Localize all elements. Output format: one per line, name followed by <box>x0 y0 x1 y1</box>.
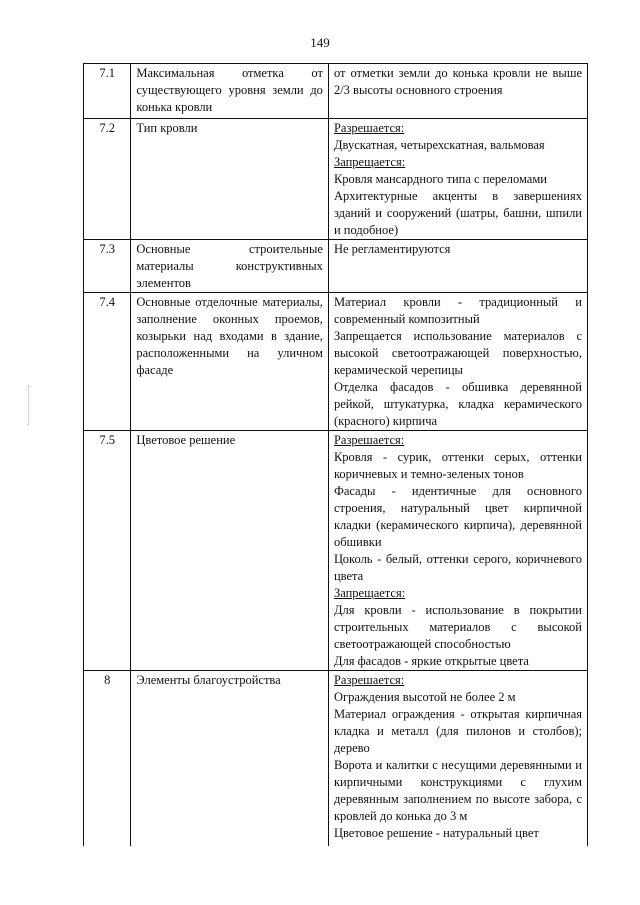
row-value <box>328 293 587 431</box>
row-value <box>328 431 587 671</box>
forbidden-label: Запрещается: <box>333 155 406 169</box>
row-name: Тип кровли <box>131 119 329 240</box>
value-line: Архитектурные акценты в завершениях зданий и сооружений (шатры, башни, шпили и подобное) <box>333 189 582 237</box>
value-line: Материал кровли - традиционный и современный композитный <box>333 295 582 326</box>
row-number: 7.5 <box>84 431 131 671</box>
table-row <box>84 119 588 240</box>
row-name: Цветовое решение <box>131 431 329 671</box>
value-line: Не регламентируются <box>333 242 451 256</box>
value-line: Отделка фасадов - обшивка деревянной рейкой, штукатурка, кладка керамического (красного) кирпича <box>333 380 582 428</box>
margin-scan-mark <box>28 385 30 425</box>
row-value <box>328 119 587 240</box>
regulations-table <box>83 63 588 846</box>
table-row <box>84 671 588 846</box>
value-line: Фасады - идентичные для основного строения, натуральный цвет кирпичной кладки (керамического кирпича), деревянной обшивки <box>333 484 582 549</box>
row-number: 7.4 <box>84 293 131 431</box>
value-line: от отметки земли до конька кровли не выше 2/3 высоты основного строения <box>333 66 582 97</box>
value-line: Для фасадов - яркие открытые цвета <box>333 654 529 668</box>
value-line: Материал ограждения - открытая кирпичная кладка и металл (для пилонов и столбов); дерево <box>333 707 582 755</box>
row-value <box>328 671 587 846</box>
value-line: Цветовое решение - натуральный цвет <box>333 826 539 840</box>
value-line: Цоколь - белый, оттенки серого, коричневого цвета <box>333 552 582 583</box>
row-number: 7.2 <box>84 119 131 240</box>
row-name: Элементы благоустройства <box>131 671 329 846</box>
value-line: Ограждения высотой не более 2 м <box>333 690 516 704</box>
table-row <box>84 431 588 671</box>
row-number: 7.3 <box>84 240 131 293</box>
row-name: Основные отделочные материалы, заполнение оконных проемов, козырьки над входами в здание, расположенными на уличном фасаде <box>131 293 329 431</box>
allowed-label: Разрешается: <box>333 673 405 687</box>
table-row <box>84 64 588 119</box>
allowed-label: Разрешается: <box>333 121 405 135</box>
forbidden-label: Запрещается: <box>333 586 406 600</box>
row-number: 8 <box>84 671 131 846</box>
allowed-label: Разрешается: <box>333 433 405 447</box>
value-line: Двускатная, четырехскатная, вальмовая <box>333 138 545 152</box>
row-name: Максимальная отметка от существующего уровня земли до конька кровли <box>131 64 329 119</box>
row-value <box>328 64 587 119</box>
row-value <box>328 240 587 293</box>
table-row <box>84 240 588 293</box>
page-number: 149 <box>310 35 330 50</box>
table-row <box>84 293 588 431</box>
row-name: Основные строительные материалы конструктивных элементов <box>131 240 329 293</box>
value-line: Запрещается использование материалов с высокой светоотражающей поверхностью, керамической черепицы <box>333 329 582 377</box>
value-line: Для кровли - использование в покрытии строительных материалов с высокой светоотражающей способностью <box>333 603 582 651</box>
value-line: Кровля мансардного типа с переломами <box>333 172 547 186</box>
value-line: Ворота и калитки с несущими деревянными и кирпичными конструкциями с глухим деревянным заполнением по высоте забора, с кровлей до конька до 3 м <box>333 758 582 823</box>
value-line: Кровля - сурик, оттенки серых, оттенки коричневых и темно-зеленых тонов <box>333 450 582 481</box>
row-number: 7.1 <box>84 64 131 119</box>
